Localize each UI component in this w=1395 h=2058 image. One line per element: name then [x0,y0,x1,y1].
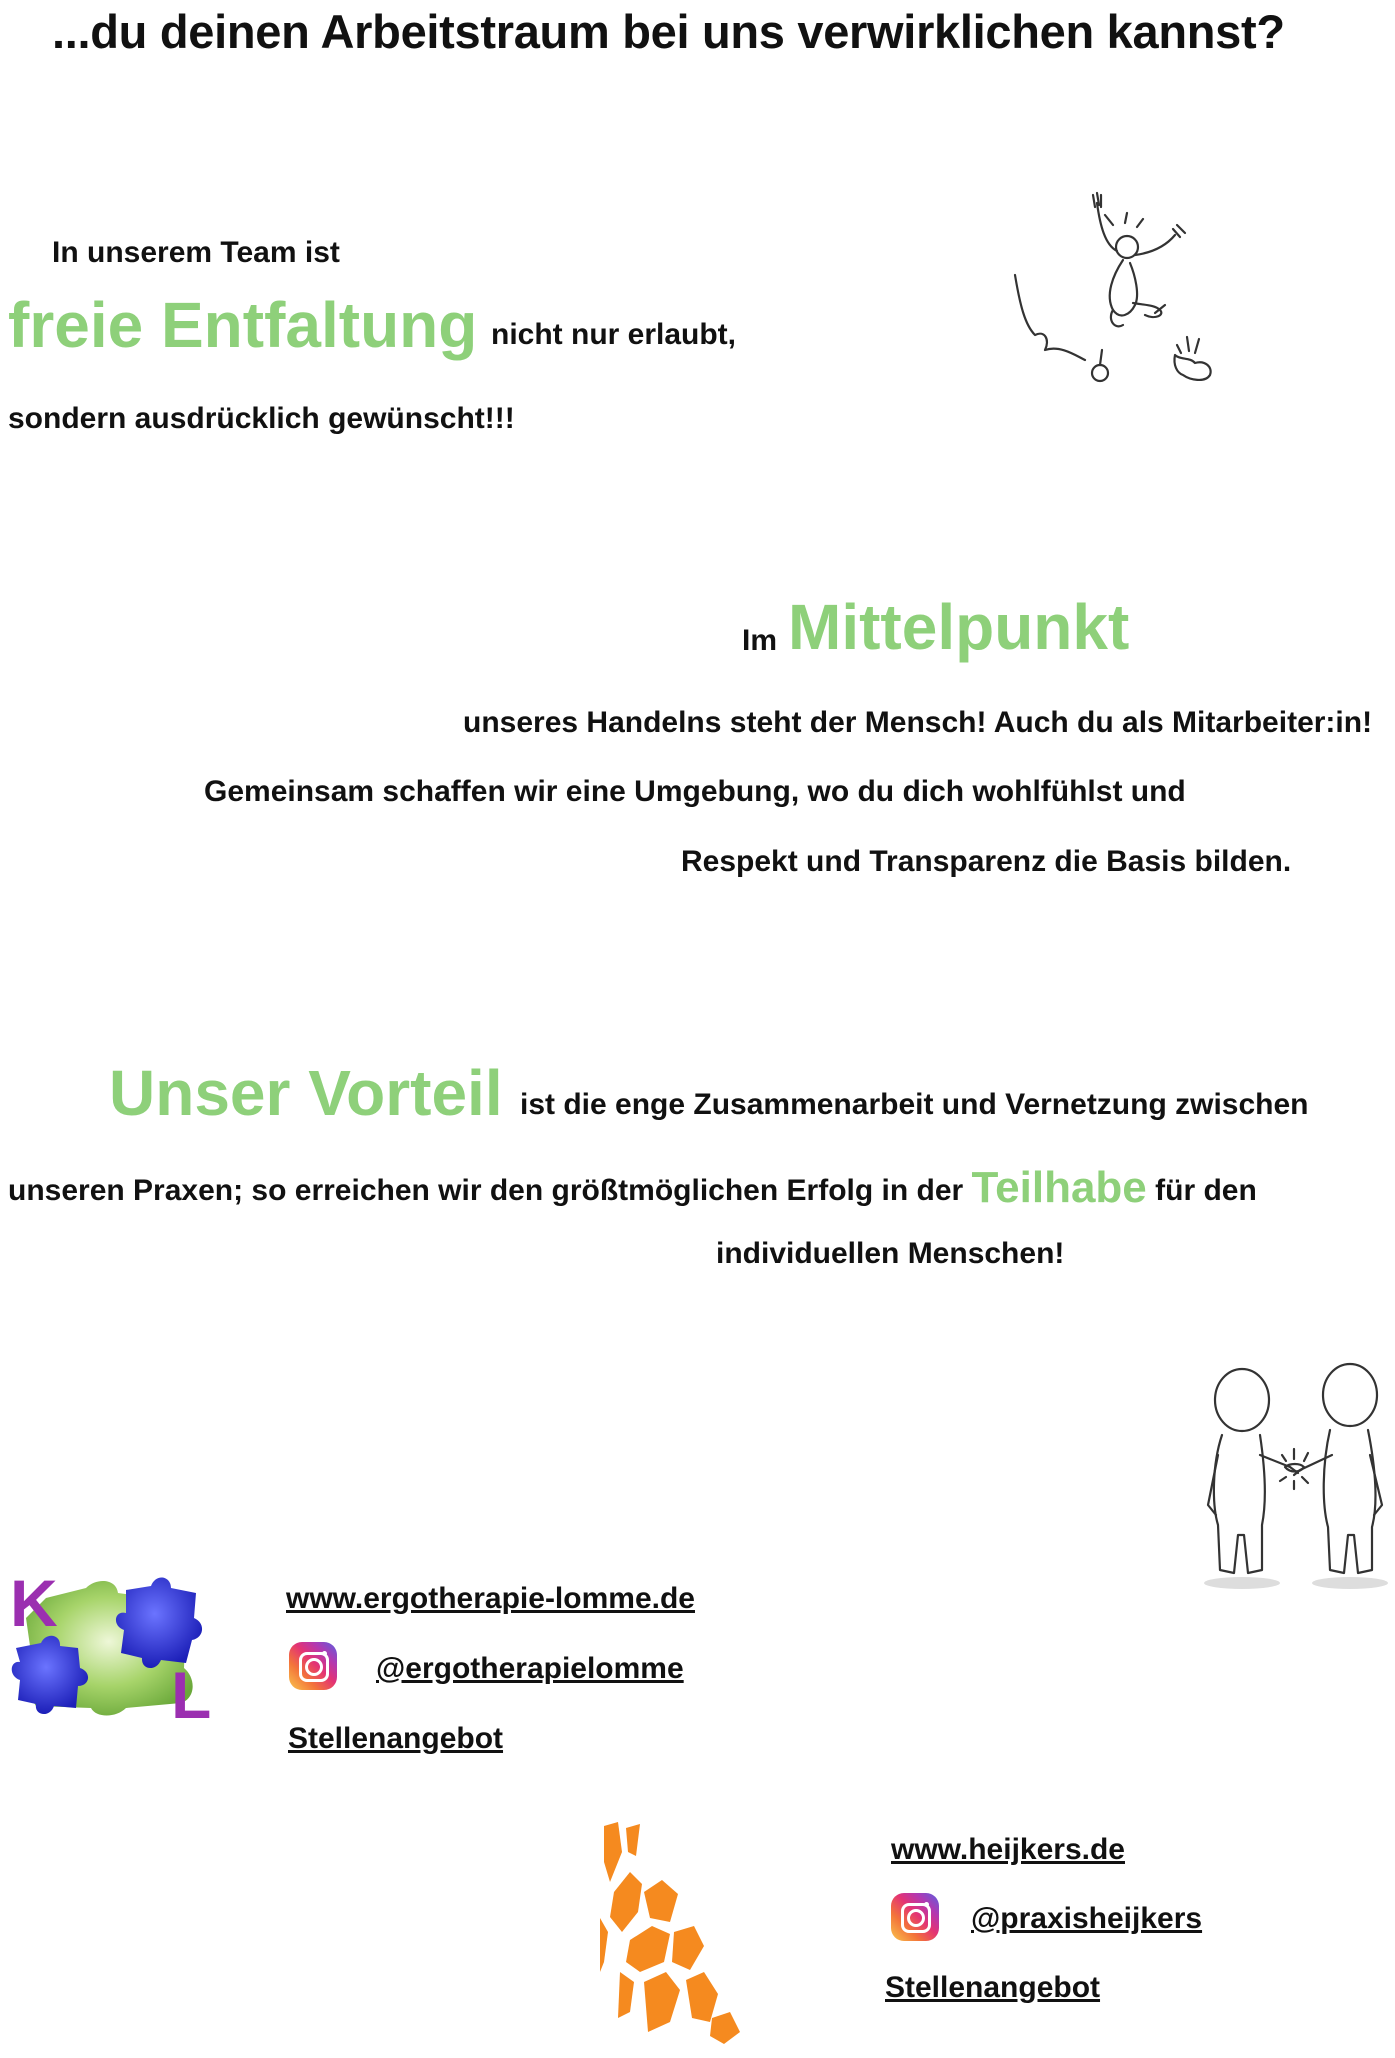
instagram-icon[interactable] [289,1642,337,1690]
collaboration-text: ist die enge Zusammenarbeit und Vernetzung zwischen [520,1088,1309,1121]
heijkers-instagram-link[interactable]: @praxisheijkers [971,1902,1203,1935]
heijkers-orange-figure-logo [600,1822,745,2047]
participation-highlight: Teilhabe [971,1163,1147,1212]
success-text-pre: unseren Praxen; so erreichen wir den größtmöglichen Erfolg in der [8,1174,964,1207]
ergotherapie-lomme-website-link[interactable]: www.ergotherapie-lomme.de [286,1582,695,1615]
heijkers-website-link[interactable]: www.heijkers.de [891,1833,1125,1866]
wished-text: sondern ausdrücklich gewünscht!!! [8,402,515,435]
individuals-text: individuellen Menschen! [716,1237,1065,1270]
im-text: Im [742,624,778,657]
free-development-highlight: freie Entfaltung [8,289,478,361]
ergotherapie-lomme-puzzle-logo [6,1568,228,1723]
instagram-icon[interactable] [891,1893,939,1941]
ergotherapie-lomme-jobs-link[interactable]: Stellenangebot [288,1722,504,1755]
success-text-post: für den [1155,1174,1257,1207]
team-intro-text: In unserem Team ist [52,236,340,269]
respect-text: Respekt und Transparenz die Basis bilden. [681,845,1292,878]
page-title: ...du deinen Arbeitstraum bei uns verwirklichen kannst? [52,5,1285,58]
allowed-text: nicht nur erlaubt, [491,318,737,351]
heijkers-jobs-link[interactable]: Stellenangebot [885,1971,1101,2004]
center-highlight: Mittelpunkt [788,591,1130,663]
logo-letter-k: K [10,1568,58,1640]
advantage-highlight: Unser Vorteil [109,1057,503,1129]
human-center-text: unseres Handelns steht der Mensch! Auch du als Mitarbeiter:in! [463,706,1373,739]
ergotherapie-lomme-instagram-link[interactable]: @ergotherapielomme [376,1652,684,1685]
handshake-people-sketch-icon [1190,1355,1395,1595]
jumping-person-sketch-icon [1005,185,1230,400]
success-text [8,1163,1257,1213]
environment-text: Gemeinsam schaffen wir eine Umgebung, wo du dich wohlfühlst und [204,775,1186,808]
logo-letter-l: L [171,1658,212,1723]
